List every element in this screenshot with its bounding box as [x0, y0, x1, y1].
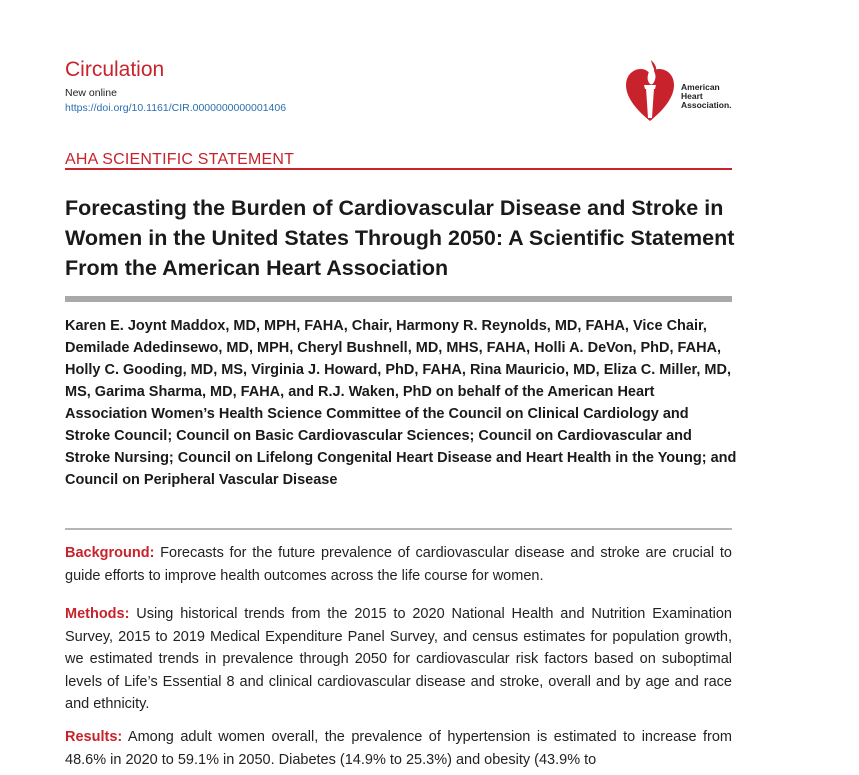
- publication-status: New online: [65, 87, 117, 99]
- heart-torch-icon: [622, 58, 678, 124]
- methods-text: Using historical trends from the 2015 to 2020 National Health and Nutrition Examination Survey, 2015 to 2019 Medical Expenditure Panel Survey, and census estimates for population growth, we estimated trends in prevalence through 2050 for cardiovascular risk factors based on suboptimal levels of Life’s Essential 8 and clinical cardiovascular disease and stroke, overall and by age and race and ethnicity.: [65, 606, 732, 712]
- logo-text-line3: Association.: [681, 100, 732, 110]
- abstract-background: [65, 542, 732, 587]
- section-label: AHA SCIENTIFIC STATEMENT: [65, 151, 295, 168]
- methods-label: Methods:: [65, 606, 130, 622]
- author-list: Karen E. Joynt Maddox, MD, MPH, FAHA, Chair, Harmony R. Reynolds, MD, FAHA, Vice Chair, Demilade Adedinsewo, MD, MPH, Cheryl Bushnell, MD, MHS, FAHA, Holli A. DeVon, PhD, FAHA, Holly C. Gooding, MD, MS, Virginia J. Howard, PhD, FAHA, Rina Mauricio, MD, Eliza C. Miller, MD, MS, Garima Sharma, MD, FAHA, and R.J. Waken, PhD on behalf of the American Heart Association Women’s Health Science Committee of the Council on Clinical Cardiology and Stroke Council; Council on Basic Cardiovascular Sciences; Council on Cardiovascular and Stroke Nursing; Council on Lifelong Congenital Heart Disease and Heart Health in the Young; and Council on Peripheral Vascular Disease: [65, 318, 737, 488]
- title-divider: [65, 296, 732, 302]
- abstract-results: [65, 726, 732, 771]
- journal-name: Circulation: [65, 58, 165, 81]
- article-title: Forecasting the Burden of Cardiovascular Disease and Stroke in Women in the United States Through 2050: A Scientific Statement From the American Heart Association: [65, 196, 735, 280]
- doi-link[interactable]: https://doi.org/10.1161/CIR.0000000000001406: [65, 102, 287, 114]
- results-text: Among adult women overall, the prevalence of hypertension is estimated to increase from 48.6% in 2020 to 59.1% in 2050. Diabetes (14.9% to 25.3%) and obesity (43.9% to: [65, 729, 732, 768]
- background-label: Background:: [65, 545, 155, 561]
- abstract-methods: [65, 603, 732, 716]
- background-text: Forecasts for the future prevalence of cardiovascular disease and stroke are crucial to guide efforts to improve health outcomes across the life course for women.: [65, 545, 732, 584]
- aha-logo: [622, 58, 742, 124]
- logo-text-line1: American: [681, 82, 720, 92]
- section-divider: [65, 168, 732, 170]
- logo-text-line2: Heart: [681, 91, 703, 101]
- results-label: Results:: [65, 729, 123, 745]
- authors-divider: [65, 528, 732, 530]
